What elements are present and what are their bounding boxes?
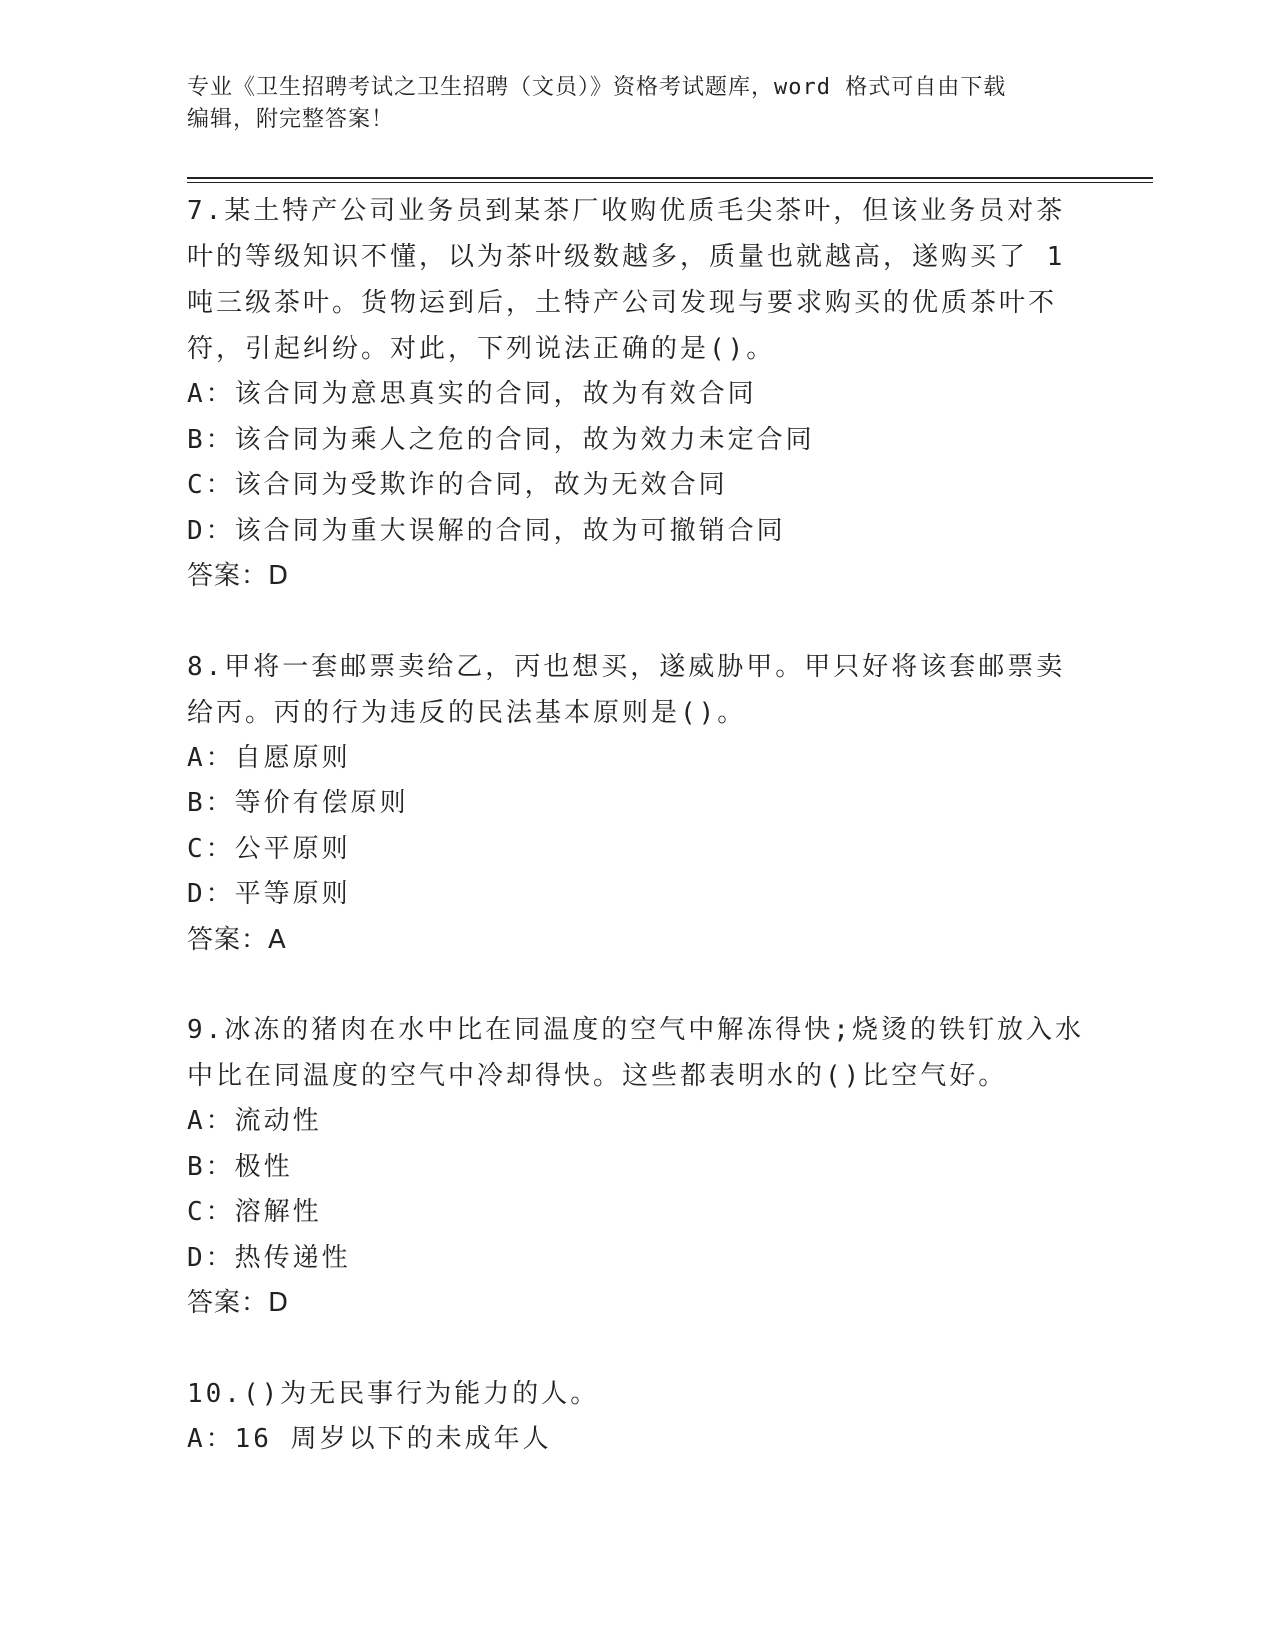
option-a: A：16 周岁以下的未成年人 (187, 1423, 552, 1454)
answer-line: 答案：A (187, 924, 287, 955)
header-divider-thick (187, 177, 1153, 179)
header-line-1: 专业《卫生招聘考试之卫生招聘（文员）》资格考试题库，word 格式可自由下载 (187, 75, 1007, 100)
question-stem-line: 10.()为无民事行为能力的人。 (187, 1378, 600, 1409)
question-stem-line: 吨三级茶叶。货物运到后，土特产公司发现与要求购买的优质茶叶不 (187, 288, 1058, 318)
option-b: B：该合同为乘人之危的合同，故为效力未定合同 (187, 424, 815, 455)
question-stem-line: 7.某土特产公司业务员到某茶厂收购优质毛尖茶叶，但该业务员对茶 (187, 196, 1066, 226)
question-stem-line: 叶的等级知识不懂，以为茶叶级数越多，质量也就越高，遂购买了 1 (187, 242, 1066, 272)
answer-line: 答案：D (187, 1288, 290, 1318)
question-7 (187, 188, 1087, 600)
option-a: A：该合同为意思真实的合同，故为有效合同 (187, 379, 757, 409)
option-c: C：该合同为受欺诈的合同，故为无效合同 (187, 470, 728, 500)
question-stem-line: 符，引起纠纷。对此，下列说法正确的是()。 (187, 334, 776, 364)
question-stem-line: 9.冰冻的猪肉在水中比在同温度的空气中解冻得快;烧烫的铁钉放入水 (187, 1015, 1084, 1045)
option-a: A：流动性 (187, 1106, 322, 1136)
option-b: B：极性 (187, 1151, 293, 1182)
question-spacer (187, 1327, 1087, 1371)
answer-line: 答案：D (187, 561, 290, 591)
option-c: C：溶解性 (187, 1197, 322, 1227)
option-b: B：等价有偿原则 (187, 788, 409, 818)
question-9 (187, 1007, 1087, 1327)
question-spacer (187, 600, 1087, 644)
question-stem-line: 中比在同温度的空气中冷却得快。这些都表明水的()比空气好。 (187, 1061, 1008, 1091)
question-stem-line: 给丙。丙的行为违反的民法基本原则是()。 (187, 697, 747, 728)
option-a: A：自愿原则 (187, 742, 351, 773)
header-line-2: 编辑，附完整答案！ (187, 107, 395, 132)
question-10 (187, 1371, 1087, 1463)
header-divider-thin (187, 182, 1153, 183)
question-spacer (187, 963, 1087, 1007)
question-list (187, 188, 1087, 1462)
option-d: D：热传递性 (187, 1242, 351, 1273)
question-8 (187, 644, 1087, 964)
document-header (187, 72, 1067, 136)
question-stem-line: 8.甲将一套邮票卖给乙，丙也想买，遂威胁甲。甲只好将该套邮票卖 (187, 651, 1066, 682)
option-d: D：该合同为重大误解的合同，故为可撤销合同 (187, 515, 786, 546)
option-c: C：公平原则 (187, 833, 351, 864)
option-d: D：平等原则 (187, 879, 351, 909)
